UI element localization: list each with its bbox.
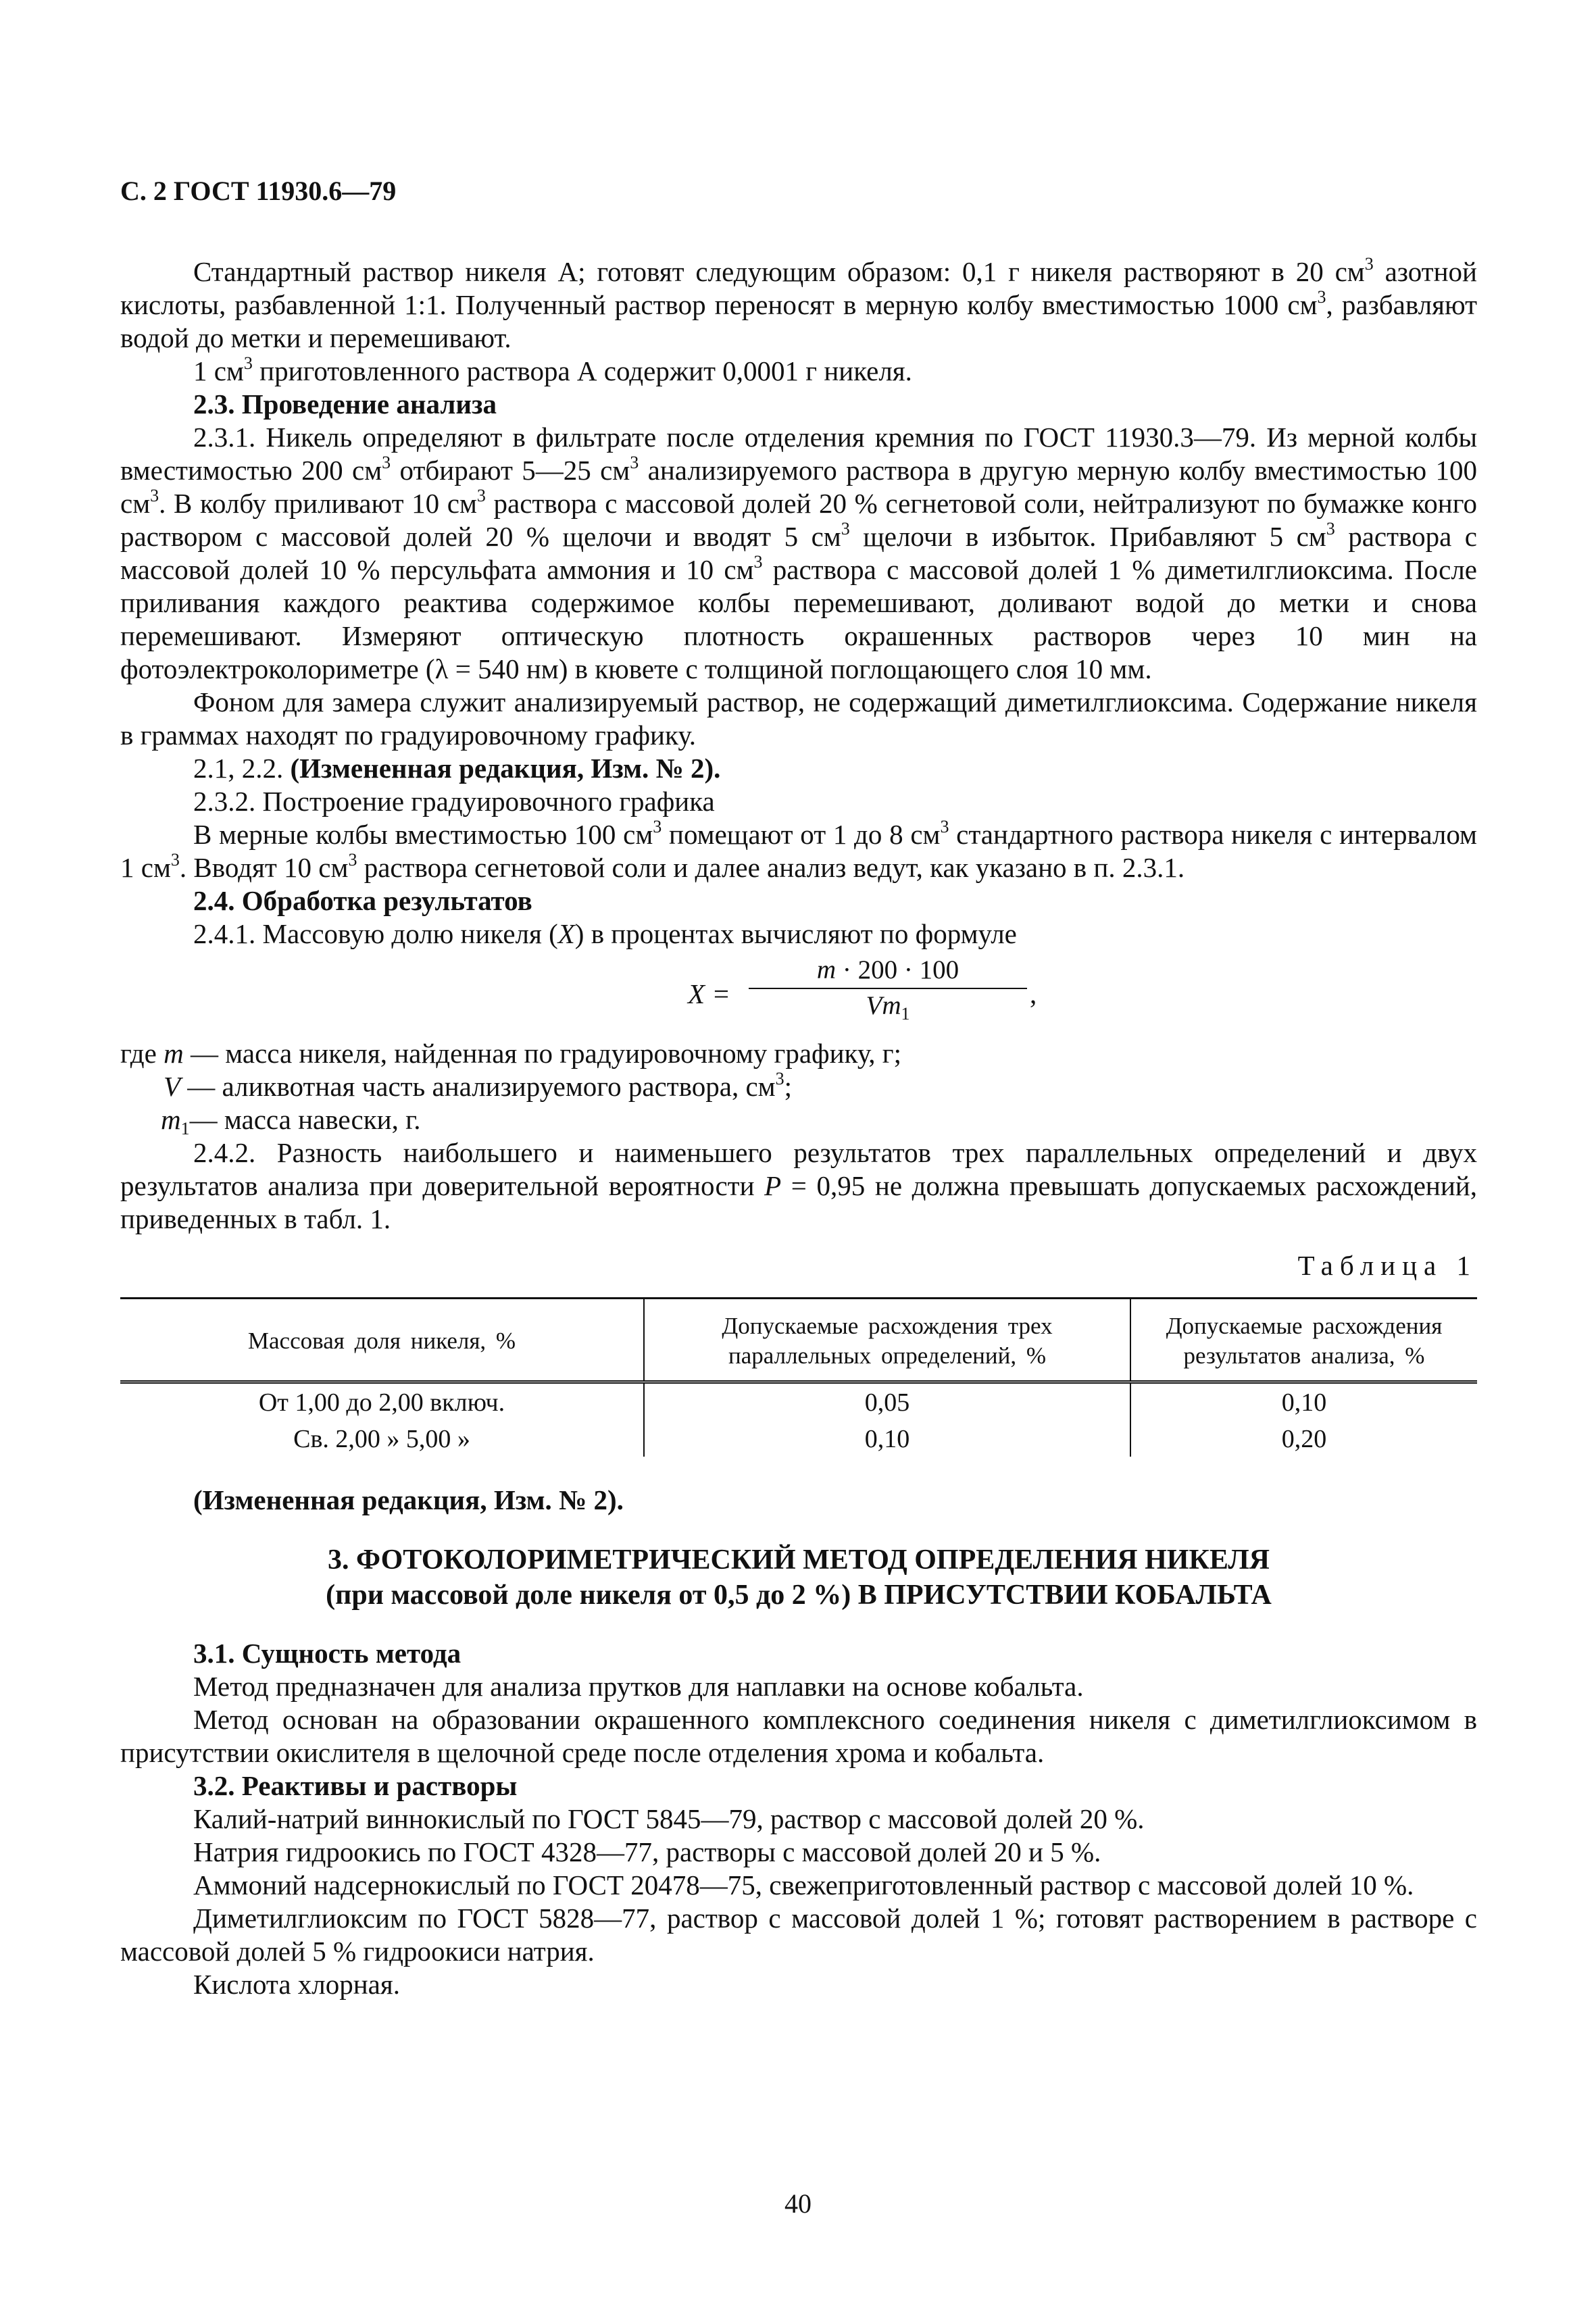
page-number: 40 xyxy=(784,2188,812,2219)
superscript: 3 xyxy=(150,486,159,505)
text: щелочи в избыток. Прибавляют 5 см xyxy=(849,521,1326,552)
table-cell: Св. 2,00 » 5,00 » xyxy=(293,1425,470,1453)
legend-v xyxy=(120,1070,1477,1103)
superscript: 3 xyxy=(630,453,639,472)
amendment-note-2: (Измененная редакция, Изм. № 2). xyxy=(193,1484,624,1515)
text: ; xyxy=(784,1071,792,1102)
superscript: 3 xyxy=(775,1069,784,1088)
text: — аликвотная часть анализируемого раствора, см xyxy=(180,1071,776,1102)
heading-3-1: 3.1. Сущность метода xyxy=(193,1638,462,1669)
text: стандартного раствора никеля с интервалом 1 см xyxy=(120,819,1478,883)
heading-3-2: 3.2. Реактивы и растворы xyxy=(193,1770,518,1801)
variable-v: V xyxy=(164,1071,181,1102)
paragraph-standard-solution xyxy=(120,255,1477,355)
text: Стандартный раствор никеля А; готовят следующим образом: 0,1 г никеля растворяют в 20 см xyxy=(193,256,1365,287)
table-header-cell: Допускаемые расхождения результатов анализа, % xyxy=(1130,1299,1477,1382)
text: 2.4.1. Массовую долю никеля ( xyxy=(193,918,558,949)
formula-lhs: X = xyxy=(688,978,730,1009)
text: · 200 · 100 xyxy=(836,955,959,984)
reagent-item: Натрия гидроокись по ГОСТ 4328—77, растворы с массовой долей 20 и 5 %. xyxy=(193,1836,1101,1867)
text: отбирают 5—25 см xyxy=(391,455,630,486)
subscript: 1 xyxy=(180,1119,190,1138)
table-header-cell: Массовая доля никеля, % xyxy=(120,1299,644,1382)
superscript: 3 xyxy=(1364,254,1374,274)
paragraph-2-4-1 xyxy=(120,917,1477,951)
section-title-line: (при массовой доле никеля от 0,5 до 2 %) В ПРИСУТСТВИИ КОБАЛЬТА xyxy=(326,1580,1272,1611)
paragraph-calibration xyxy=(120,818,1477,884)
table-header-cell: Допускаемые расхождения трех параллельных определений, % xyxy=(644,1299,1130,1382)
text: — масса навески, г. xyxy=(189,1104,421,1135)
reagent-item: Кислота хлорная. xyxy=(193,1969,400,2000)
text: 2.3.1. Никель определяют в фильтрате после отделения кремния по ГОСТ 11930.3—79. Из мерной колбы вместимостью 200 см xyxy=(120,422,1477,486)
text: раствора с массовой долей 20 % сегнетовой соли, нейтрализуют по бумажке конго раствором с массовой долей 20 % щелочи и вводят 5 см xyxy=(120,488,1477,552)
table-cell: 0,05 xyxy=(644,1382,1130,1421)
text: . В колбу приливают 10 см xyxy=(159,488,477,519)
variable-p: P xyxy=(764,1170,782,1201)
text: ) в процентах вычисляют по формуле xyxy=(574,918,1017,949)
superscript: 3 xyxy=(170,850,180,870)
section-title-line: 3. ФОТОКОЛОРИМЕТРИЧЕСКИЙ МЕТОД ОПРЕДЕЛЕНИЯ НИКЕЛЯ xyxy=(328,1544,1270,1576)
legend-m1 xyxy=(120,1103,1477,1136)
paragraph-2-4-2 xyxy=(120,1136,1477,1236)
variable-vm: Vm xyxy=(866,991,901,1020)
page-body xyxy=(120,255,1477,2001)
variable-x: X xyxy=(557,918,575,949)
table-row xyxy=(120,1382,1477,1421)
paragraph-3-1-a: Метод предназначен для анализа прутков для наплавки на основе кобальта. xyxy=(193,1671,1084,1702)
text: = 0,95 не должна превышать допускаемых расхождений, приведенных в табл. 1. xyxy=(120,1170,1477,1234)
text: азотной кислоты, разбавленной 1:1. Полученный раствор переносят в мерную колбу вместимостью 1000 см xyxy=(120,256,1477,320)
section-3-title xyxy=(120,1542,1477,1613)
table-cell: От 1,00 до 2,00 включ. xyxy=(258,1388,505,1417)
tolerance-table xyxy=(120,1297,1477,1457)
table-caption: Таблица 1 xyxy=(1297,1250,1477,1281)
heading-2-3: 2.3. Проведение анализа xyxy=(193,388,497,420)
paragraph-2-3-2: 2.3.2. Построение градуировочного графика xyxy=(193,786,715,817)
superscript: 3 xyxy=(1326,519,1335,538)
superscript: 3 xyxy=(1317,287,1326,307)
table-cell: 0,10 xyxy=(1130,1382,1477,1421)
formula-numerator xyxy=(749,953,1027,989)
variable-m1: m xyxy=(161,1104,181,1135)
superscript: 3 xyxy=(940,817,949,836)
superscript: 3 xyxy=(753,552,763,572)
text: приготовленного раствора А содержит 0,0001 г никеля. xyxy=(252,355,912,386)
reagent-item: Аммоний надсернокислый по ГОСТ 20478—75, свежеприготовленный раствор с массовой долей 10 %. xyxy=(193,1869,1414,1901)
text: раствора с массовой долей 10 % персульфата аммония и 10 см xyxy=(120,521,1478,585)
paragraph-2-3-1 xyxy=(120,421,1477,686)
subscript: 1 xyxy=(901,1004,910,1024)
legend-m xyxy=(120,1037,1477,1070)
paragraph-solution-content xyxy=(120,355,1477,388)
paragraph-3-1-b: Метод основан на образовании окрашенного комплексного соединения никеля с диметилглиоксимом в присутствии окислителя в щелочной среде после отделения хрома и кобальта. xyxy=(120,1704,1477,1768)
table-row xyxy=(120,1420,1477,1457)
paragraph-background: Фоном для замера служит анализируемый раствор, не содержащий диметилглиоксима. Содержание никеля в граммах находят по градуировочному графику. xyxy=(120,686,1477,751)
table-header-row xyxy=(120,1299,1477,1382)
superscript: 3 xyxy=(841,519,850,538)
table-cell: 0,10 xyxy=(644,1420,1130,1457)
formula-comma: , xyxy=(1030,978,1037,1009)
text: помещают от 1 до 8 см xyxy=(662,819,941,850)
formula xyxy=(120,953,1477,1032)
formula-fraction xyxy=(749,953,1027,1022)
text: анализируемого раствора в другую мерную колбу вместимостью 100 см xyxy=(120,455,1477,519)
amendment-label: (Измененная редакция, Изм. № 2). xyxy=(290,753,721,784)
text: 1 см xyxy=(193,355,244,386)
text: раствора сегнетовой соли и далее анализ ведут, как указано в п. 2.3.1. xyxy=(357,852,1185,883)
heading-2-4: 2.4. Обработка результатов xyxy=(193,885,532,916)
text: 2.1, 2.2. xyxy=(193,753,291,784)
text: раствора с массовой долей 1 % диметилглиоксима. После приливания каждого реактива содержимое колбы перемешивают, доливают водой до метки и снова перемешивают. Измеряют оптическую плотность окрашенных растворов через 10 мин на фотоэлектроколориметре (λ = 540 нм) в кювете с толщиной поглощающего слоя 10 мм. xyxy=(120,554,1477,684)
variable-m: m xyxy=(816,955,837,984)
formula-denominator xyxy=(749,989,1027,1022)
text: где xyxy=(120,1038,164,1069)
superscript: 3 xyxy=(653,817,662,836)
text: В мерные колбы вместимостью 100 см xyxy=(193,819,653,850)
formula-legend xyxy=(120,1037,1477,1136)
text: — масса никеля, найденная по градуировочному графику, г; xyxy=(183,1038,901,1069)
superscript: 3 xyxy=(243,353,253,373)
page-header: С. 2 ГОСТ 11930.6—79 xyxy=(120,176,397,206)
text: . Вводят 10 см xyxy=(179,852,349,883)
text: 2.4.2. Разность наибольшего и наименьшего результатов трех параллельных определений и двух результатов анализа при доверительной вероятности xyxy=(120,1137,1477,1201)
reagent-item: Диметилглиоксим по ГОСТ 5828—77, раствор с массовой долей 1 %; готовят растворением в растворе с массовой долей 5 % гидроокиси натрия. xyxy=(120,1903,1477,1967)
superscript: 3 xyxy=(382,453,391,472)
reagent-item: Калий-натрий виннокислый по ГОСТ 5845—79, раствор с массовой долей 20 %. xyxy=(193,1803,1145,1834)
amendment-note-1 xyxy=(120,752,1477,785)
table-cell: 0,20 xyxy=(1130,1420,1477,1457)
variable-m: m xyxy=(164,1038,184,1069)
superscript: 3 xyxy=(348,850,357,870)
text: , разбавляют водой до метки и перемешивают. xyxy=(120,289,1477,353)
superscript: 3 xyxy=(476,486,486,505)
